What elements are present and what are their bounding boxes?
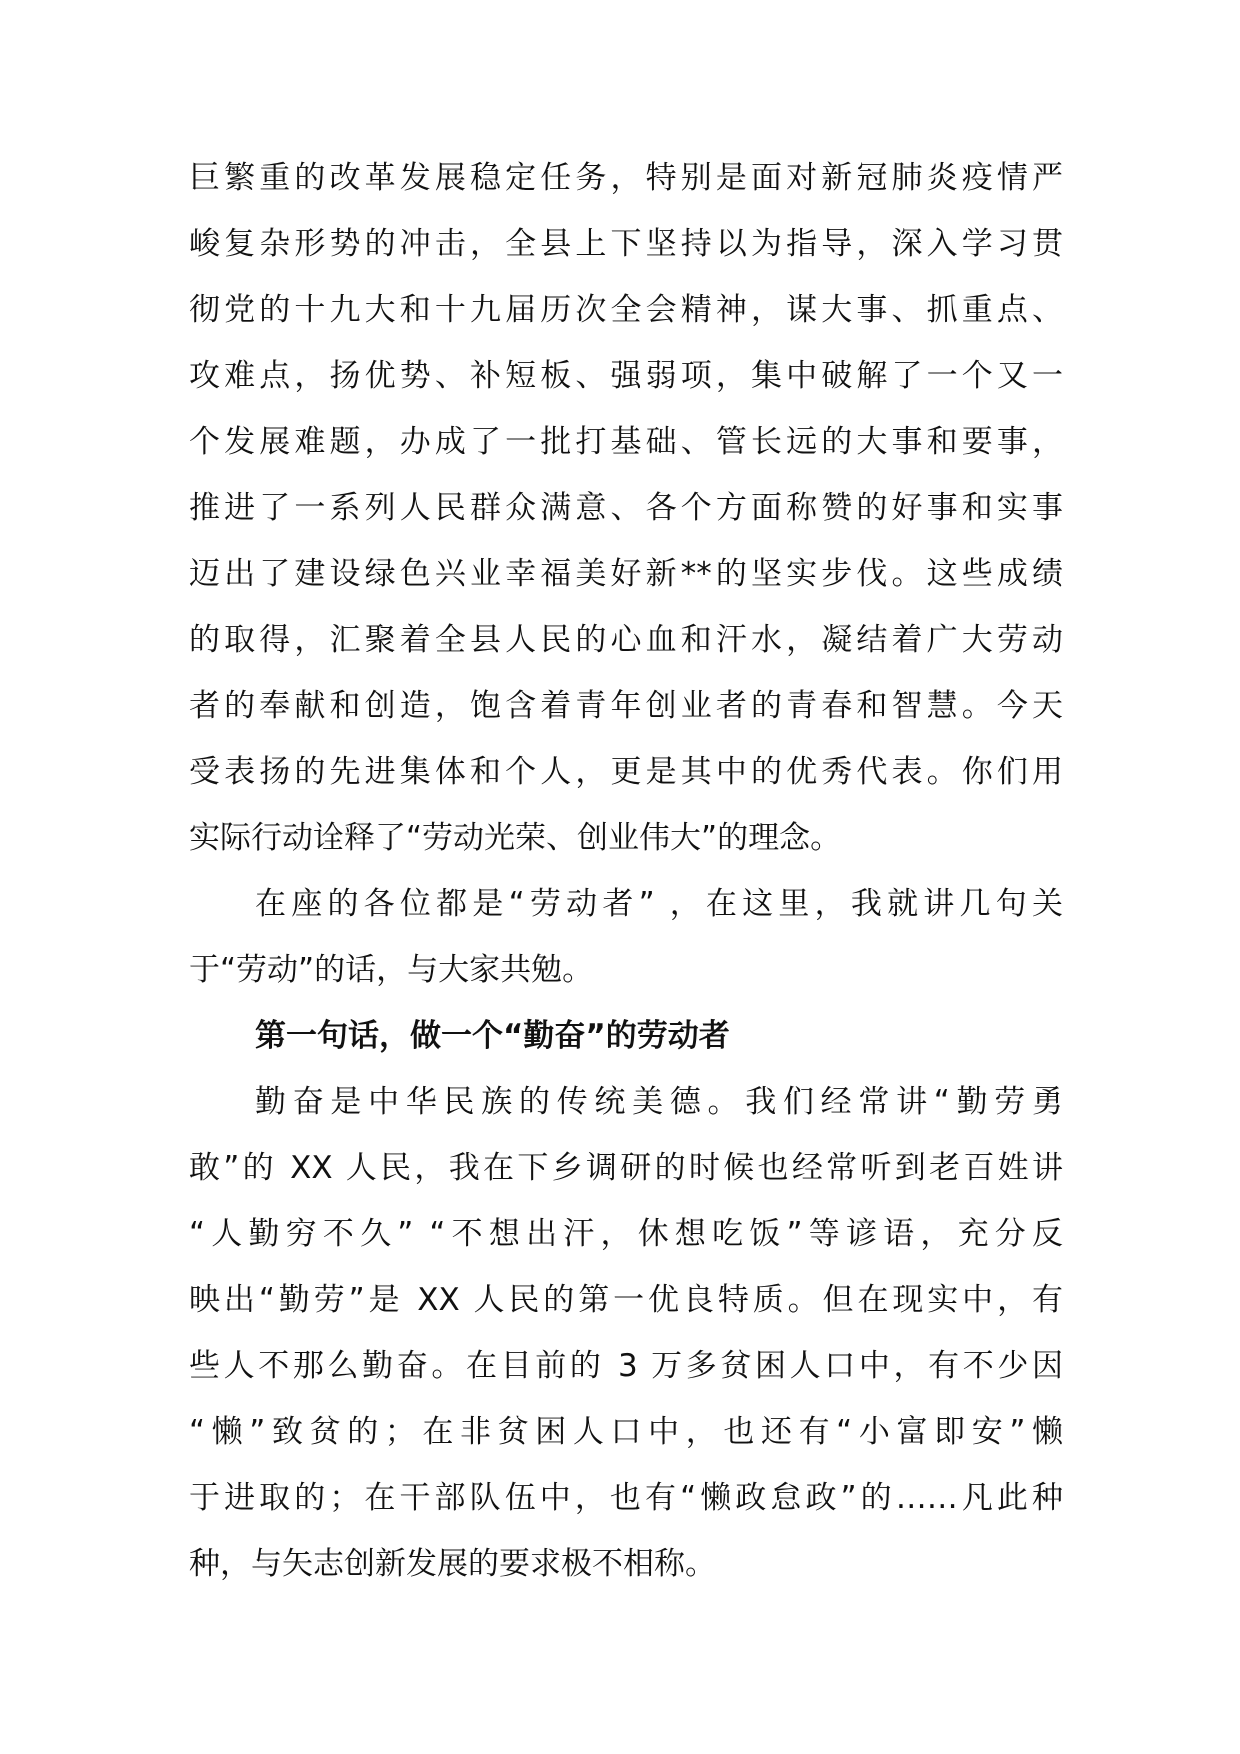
text-line: 实际行动诠释了“劳动光荣、创业伟大”的理念。 bbox=[189, 820, 842, 856]
text-line: 敢”的 XX 人民，我在下乡调研的时候也经常听到老百姓讲 bbox=[189, 1150, 1063, 1186]
text-line: 迈出了建设绿色兴业幸福美好新**的坚实步伐。这些成绩 bbox=[189, 556, 1063, 592]
text-line: 峻复杂形势的冲击，全县上下坚持以为指导，深入学习贯 bbox=[189, 226, 1063, 262]
text-line: 在座的各位都是“劳动者” ，在这里，我就讲几句关 bbox=[255, 886, 1063, 922]
text-line: 的取得，汇聚着全县人民的心血和汗水，凝结着广大劳动 bbox=[189, 622, 1063, 658]
section-heading: 第一句话，做一个“勤奋”的劳动者 bbox=[255, 1018, 730, 1054]
text-line: 映出“勤劳”是 XX 人民的第一优良特质。但在现实中，有 bbox=[189, 1282, 1063, 1318]
text-line: 推进了一系列人民群众满意、各个方面称赞的好事和实事 bbox=[189, 490, 1063, 526]
text-line: 受表扬的先进集体和个人，更是其中的优秀代表。你们用 bbox=[189, 754, 1063, 790]
text-line: 于“劳动”的话，与大家共勉。 bbox=[189, 952, 594, 988]
text-line: 于进取的；在干部队伍中，也有“懒政怠政”的……凡此种 bbox=[189, 1480, 1063, 1516]
text-line: 勤奋是中华民族的传统美德。我们经常讲“勤劳勇 bbox=[255, 1084, 1063, 1120]
body-text bbox=[189, 145, 1063, 1597]
text-line: 巨繁重的改革发展稳定任务，特别是面对新冠肺炎疫情严 bbox=[189, 160, 1063, 196]
text-line: 个发展难题，办成了一批打基础、管长远的大事和要事， bbox=[189, 424, 1063, 460]
text-line: 彻党的十九大和十九届历次全会精神，谋大事、抓重点、 bbox=[189, 292, 1063, 328]
text-line: 些人不那么勤奋。在目前的 3 万多贫困人口中，有不少因 bbox=[189, 1348, 1063, 1384]
text-line: 者的奉献和创造，饱含着青年创业者的青春和智慧。今天 bbox=[189, 688, 1063, 724]
text-line: “懒”致贫的；在非贫困人口中，也还有“小富即安”懒 bbox=[189, 1414, 1063, 1450]
text-line: 攻难点，扬优势、补短板、强弱项，集中破解了一个又一 bbox=[189, 358, 1063, 394]
text-line: 种，与矢志创新发展的要求极不相称。 bbox=[189, 1546, 716, 1582]
text-line: “人勤穷不久” “不想出汗，休想吃饭”等谚语，充分反 bbox=[189, 1216, 1063, 1252]
